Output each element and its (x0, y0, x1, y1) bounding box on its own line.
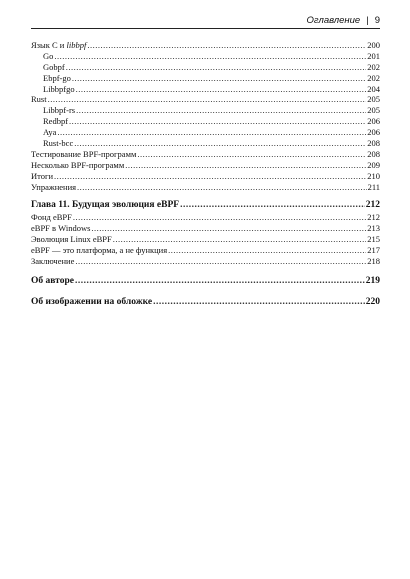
table-of-contents (31, 40, 380, 309)
toc-entry-page: 218 (367, 256, 380, 267)
toc-entry-title: Несколько BPF-программ (31, 159, 125, 170)
toc-entry[interactable] (31, 171, 380, 182)
toc-leader (76, 105, 366, 116)
toc-entry-page: 205 (367, 105, 380, 116)
toc-entry[interactable] (31, 94, 380, 105)
toc-entry-title: Rust-bcc (43, 138, 74, 149)
toc-entry[interactable] (31, 182, 380, 193)
toc-leader (77, 182, 367, 193)
toc-entry-title: Redbpf (43, 116, 69, 127)
toc-entry-page: 211 (367, 181, 380, 192)
toc-entry-title: Go (43, 50, 54, 61)
toc-entry[interactable] (31, 160, 380, 171)
toc-entry-title: Об изображении на обложке (31, 296, 153, 307)
toc-entry-title: Gobpf (43, 61, 65, 72)
toc-entry-page: 209 (367, 159, 380, 170)
toc-entry[interactable] (31, 51, 380, 62)
toc-entry-title: Итоги (31, 170, 54, 181)
toc-entry-page: 204 (367, 83, 380, 94)
header-separator: | (366, 15, 369, 26)
toc-leader (75, 275, 365, 288)
header-title: Оглавление (306, 15, 361, 26)
page-header (31, 14, 380, 29)
toc-entry[interactable] (31, 127, 380, 138)
toc-entry-title: eBPF в Windows (31, 223, 91, 234)
toc-entry-title: Эволюция Linux eBPF (31, 234, 112, 245)
toc-chapter-11[interactable] (31, 199, 380, 212)
toc-leader (125, 160, 366, 171)
toc-entry[interactable] (31, 84, 380, 95)
toc-leader (168, 245, 366, 256)
toc-entry[interactable] (31, 138, 380, 149)
toc-leader (87, 40, 366, 51)
toc-entry-title: Заключение (31, 256, 75, 267)
toc-entry-page: 210 (367, 170, 380, 181)
toc-leader (48, 94, 367, 105)
toc-entry-title: Упражнения (31, 181, 77, 192)
toc-entry-page: 202 (367, 61, 380, 72)
toc-entry-page: 215 (367, 234, 380, 245)
toc-leader (91, 223, 366, 234)
toc-entry-title: Тестирование BPF-программ (31, 148, 137, 159)
toc-entry-page: 200 (367, 40, 380, 50)
toc-entry-page: 219 (365, 275, 380, 286)
toc-entry-page: 220 (365, 296, 380, 307)
toc-entry[interactable] (31, 223, 380, 234)
toc-entry[interactable] (31, 245, 380, 256)
toc-entry[interactable] (31, 62, 380, 73)
toc-entry[interactable] (31, 40, 380, 51)
toc-entry-title: Язык С и libbpf (31, 40, 87, 50)
toc-entry-title: Фонд eBPF (31, 212, 72, 223)
toc-leader (153, 296, 365, 309)
toc-entry-page: 202 (367, 72, 380, 83)
toc-leader (180, 199, 365, 212)
toc-leader (74, 138, 366, 149)
toc-leader (72, 73, 366, 84)
toc-entry-page: 212 (367, 212, 380, 223)
toc-entry[interactable] (31, 73, 380, 84)
toc-group-chapter11 (31, 212, 380, 266)
toc-leader (69, 116, 366, 127)
toc-entry-page: 212 (365, 200, 380, 211)
toc-leader (57, 127, 366, 138)
toc-entry[interactable] (31, 256, 380, 267)
toc-entry-page: 213 (367, 223, 380, 234)
toc-entry-page: 217 (367, 245, 380, 256)
toc-entry-title: Libbpf-rs (43, 105, 76, 116)
header-page-number: 9 (374, 15, 380, 26)
toc-entry-title: Rust (31, 94, 47, 105)
toc-entry[interactable] (31, 212, 380, 223)
toc-about-author[interactable] (31, 275, 380, 288)
toc-entry[interactable] (31, 116, 380, 127)
toc-entry-page: 205 (367, 94, 380, 105)
toc-group-chapter10 (31, 40, 380, 192)
toc-entry-title: Об авторе (31, 275, 74, 286)
toc-entry-title: Aya (43, 127, 57, 138)
toc-entry-page: 208 (367, 148, 380, 159)
toc-leader (76, 84, 367, 95)
toc-leader (75, 256, 366, 267)
toc-leader (54, 171, 366, 182)
toc-leader (54, 51, 366, 62)
toc-entry-page: 201 (367, 50, 380, 61)
toc-entry[interactable] (31, 234, 380, 245)
toc-entry-title: Ebpf-go (43, 72, 71, 83)
toc-entry-page: 208 (367, 138, 380, 149)
toc-entry[interactable] (31, 149, 380, 160)
toc-leader (137, 149, 366, 160)
toc-about-cover[interactable] (31, 296, 380, 309)
toc-leader (73, 212, 366, 223)
toc-entry-title: Глава 11. Будущая эволюция eBPF (31, 200, 180, 211)
toc-entry-title: Libbpfgo (43, 83, 75, 94)
toc-leader (113, 234, 366, 245)
toc-entry-title: eBPF — это платформа, а не функция (31, 245, 168, 256)
toc-entry-page: 206 (367, 127, 380, 138)
toc-leader (66, 62, 367, 73)
toc-entry[interactable] (31, 105, 380, 116)
toc-entry-page: 206 (367, 116, 380, 127)
